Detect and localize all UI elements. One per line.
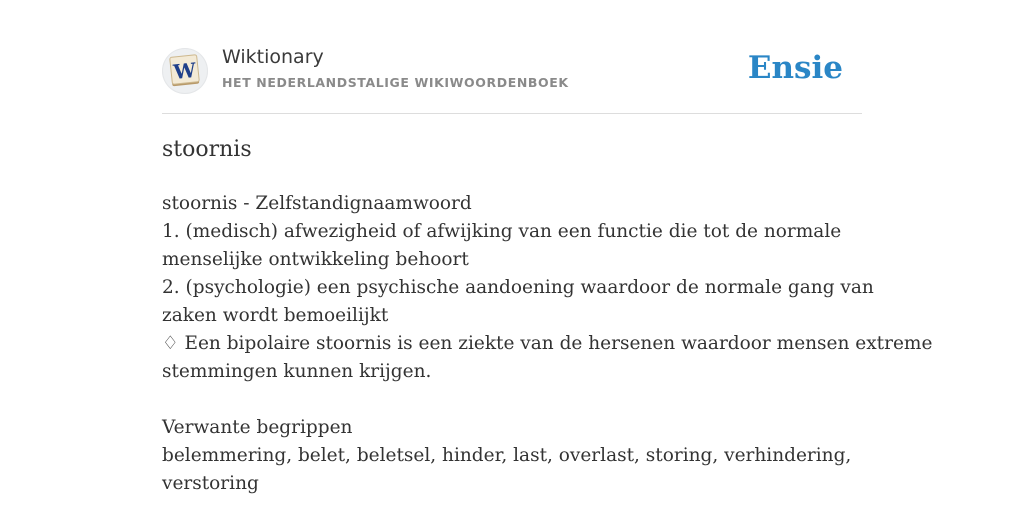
- w-tile-icon: [168, 54, 202, 88]
- related-terms-line-1: belemmering, belet, beletsel, hinder, last, overlast, storing, verhindering,: [162, 445, 852, 466]
- wiktionary-logo-icon[interactable]: [162, 48, 208, 94]
- related-terms-heading: Verwante begrippen: [162, 417, 353, 438]
- header-divider: [162, 113, 862, 114]
- definition-1-line-2: menselijke ontwikkeling behoort: [162, 249, 469, 270]
- site-subtitle: HET NEDERLANDSTALIGE WIKIWOORDENBOEK: [222, 75, 569, 90]
- definition-1-line-1: 1. (medisch) afwezigheid of afwijking van een functie die tot de normale: [162, 221, 842, 242]
- definition-2-line-2: zaken wordt bemoeilijkt: [162, 305, 389, 326]
- example-line-1: ♢ Een bipolaire stoornis is een ziekte van de hersenen waardoor mensen extreme: [162, 333, 933, 354]
- page-title: stoornis: [162, 137, 252, 162]
- example-line-2: stemmingen kunnen krijgen.: [162, 361, 432, 382]
- site-title[interactable]: Wiktionary: [222, 46, 324, 68]
- related-terms-line-2: verstoring: [162, 473, 259, 494]
- section-spacer: [162, 386, 872, 414]
- entry-body: [162, 190, 933, 498]
- part-of-speech-line: stoornis - Zelfstandignaamwoord: [162, 193, 472, 214]
- definition-2-line-1: 2. (psychologie) een psychische aandoening waardoor de normale gang van: [162, 277, 874, 298]
- site-header: [162, 44, 862, 114]
- ensie-brand-logo[interactable]: Ensie: [747, 50, 843, 86]
- svg-text:W: W: [172, 57, 198, 85]
